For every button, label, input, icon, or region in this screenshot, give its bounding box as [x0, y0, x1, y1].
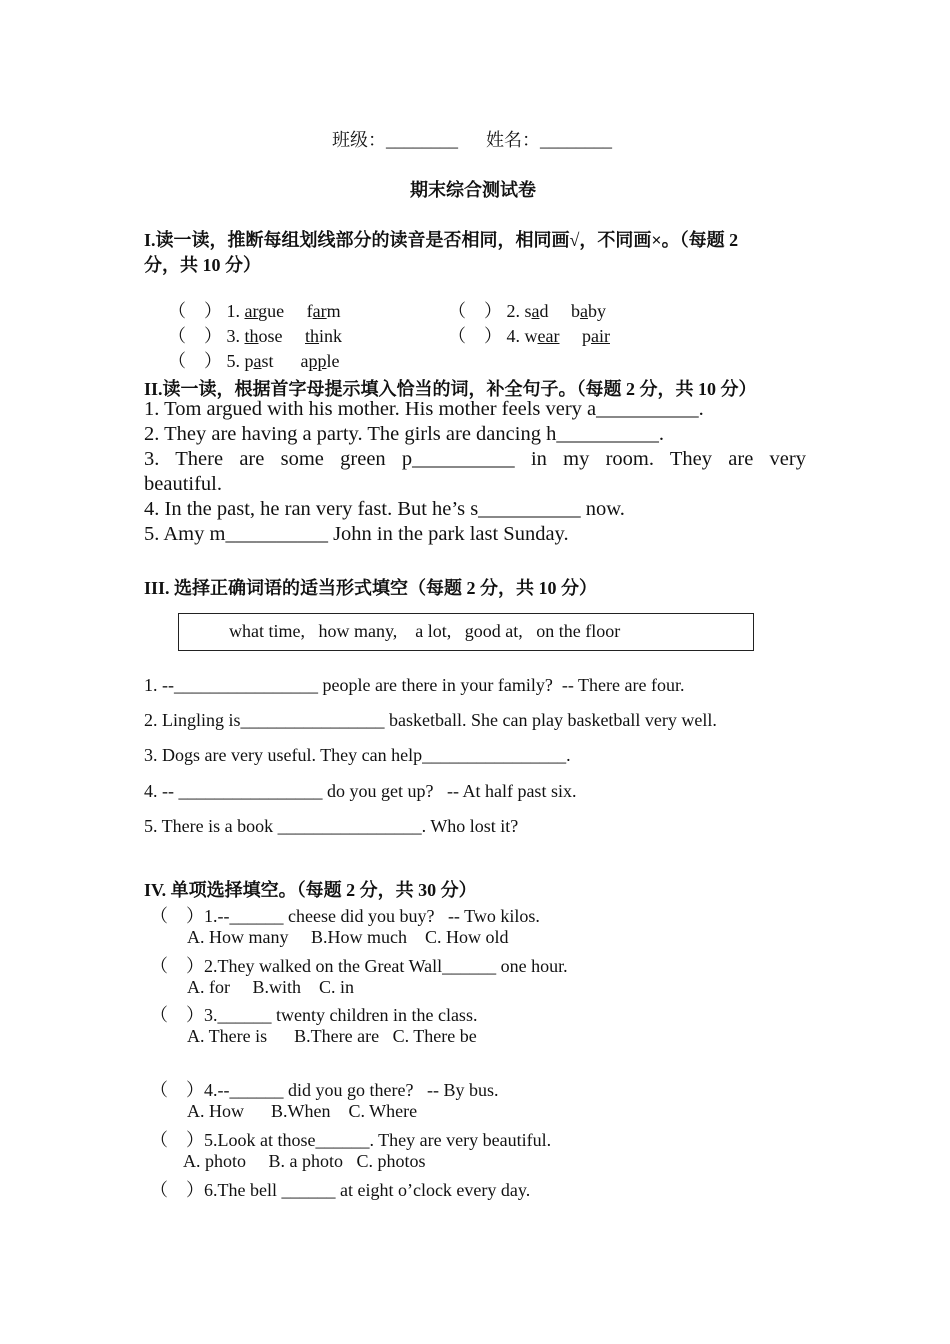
s2-line3: 3. There are some green p__________ in my room. They are very	[144, 448, 806, 470]
answer-paren[interactable]: （ ）	[150, 1130, 204, 1150]
answer-paren[interactable]: （ ）	[150, 956, 204, 976]
s4-q1: （ ）1.--______ cheese did you buy? -- Two kilos.	[150, 902, 540, 928]
s4-q5: （ ）5.Look at those______. They are very beautiful.	[150, 1126, 551, 1152]
s3-line4: 4. -- ________________ do you get up? -- At half past six.	[144, 781, 577, 801]
s4-q4: （ ）4.--______ did you go there? -- By bus.	[150, 1076, 498, 1102]
section1-heading-line1: I.读一读，推断每组划线部分的读音是否相同，相同画√，不同画×。（每题 2	[144, 230, 739, 250]
answer-paren[interactable]: （ ）	[448, 326, 502, 346]
word-b: pair	[581, 326, 610, 346]
s1-item2: （ ） 2. sad baby	[430, 276, 606, 344]
word-b: think	[305, 326, 343, 346]
word-b: apple	[300, 351, 340, 371]
s2-line4: 4. In the past, he ran very fast. But he’s s__________ now.	[144, 498, 625, 520]
s4-q6: （ ）6.The bell ______ at eight o’clock every day.	[150, 1176, 530, 1202]
class-label: 班级：________	[332, 130, 458, 150]
word-a: wear	[524, 326, 560, 346]
s4-q4-options: A. How B.When C. Where	[187, 1101, 418, 1121]
s4-q1-options: A. How many B.How much C. How old	[187, 927, 509, 947]
s4-q3: （ ）3.______ twenty children in the class.	[150, 1001, 477, 1027]
s4-q2-options: A. for B.with C. in	[187, 977, 355, 997]
word-bank-text: what time, how many, a lot, good at, on the floor	[229, 621, 621, 641]
s4-q5-options: A. photo B. a photo C. photos	[183, 1151, 426, 1171]
s3-line1: 1. --________________ people are there in your family? -- There are four.	[144, 675, 685, 695]
answer-paren[interactable]: （ ）	[168, 326, 222, 346]
section2-heading: II.读一读，根据首字母提示填入恰当的词，补全句子。（每题 2 分，共 10 分）	[144, 379, 757, 399]
s3-line3: 3. Dogs are very useful. They can help________________.	[144, 745, 571, 765]
page-title: 期末综合测试卷	[410, 180, 536, 200]
answer-paren[interactable]: （ ）	[448, 301, 502, 321]
word-a: sad	[524, 301, 549, 321]
s2-line3b: beautiful.	[144, 473, 222, 495]
answer-paren[interactable]: （ ）	[150, 1005, 204, 1025]
word-a: past	[244, 351, 274, 371]
s1-item5: （ ） 5. past apple	[150, 326, 340, 394]
answer-paren[interactable]: （ ）	[150, 906, 204, 926]
s3-line2: 2. Lingling is________________ basketball. She can play basketball very well.	[144, 710, 717, 730]
name-label: 姓名：________	[486, 130, 612, 150]
answer-paren[interactable]: （ ）	[150, 1180, 204, 1200]
section1-heading-line2: 分，共 10 分）	[144, 255, 261, 275]
section3-heading: III. 选择正确词语的适当形式填空（每题 2 分，共 10 分）	[144, 578, 598, 598]
answer-paren[interactable]: （ ）	[168, 351, 222, 371]
s1-item1: （ ） 1. argue farm	[150, 276, 341, 344]
s1-item3: （ ） 3. those think	[150, 301, 342, 369]
s1-item4: （ ） 4. wear pair	[430, 301, 610, 369]
answer-paren[interactable]: （ ）	[168, 301, 222, 321]
s4-q2: （ ）2.They walked on the Great Wall______ one hour.	[150, 952, 568, 978]
s2-line2: 2. They are having a party. The girls are dancing h__________.	[144, 423, 664, 445]
word-b: farm	[306, 301, 341, 321]
section4-heading: IV. 单项选择填空。（每题 2 分，共 30 分）	[144, 880, 477, 900]
word-a: those	[244, 326, 283, 346]
answer-paren[interactable]: （ ）	[150, 1080, 204, 1100]
s2-line1: 1. Tom argued with his mother. His mother feels very a__________.	[144, 398, 704, 420]
s3-line5: 5. There is a book ________________. Who lost it?	[144, 816, 519, 836]
s2-line5: 5. Amy m__________ John in the park last Sunday.	[144, 523, 569, 545]
word-a: argue	[244, 301, 285, 321]
s4-q3-options: A. There is B.There are C. There be	[187, 1026, 477, 1046]
word-b: baby	[571, 301, 607, 321]
